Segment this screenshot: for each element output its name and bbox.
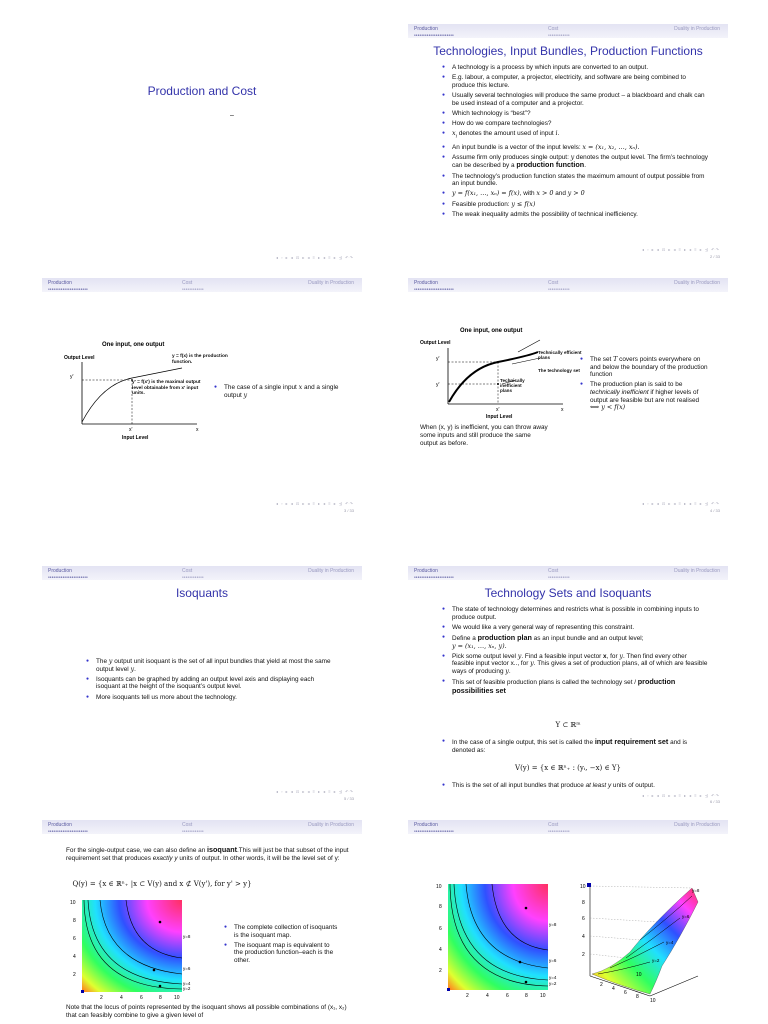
floor-axis bbox=[650, 976, 698, 996]
slide-header bbox=[408, 278, 728, 292]
annotation-maximal-output: y' = f(x') is the maximal output level obtainable from x' input units. bbox=[132, 380, 201, 397]
isoquant-label: y=8 bbox=[549, 922, 557, 927]
bullet-text: covers points everywhere on and below the boundary of the production function bbox=[590, 356, 708, 379]
bullet-item: ● Which technology is “best”? bbox=[440, 110, 710, 118]
bullet-item: ● E.g. labour, a computer, a projector, electricity, and software are being combined to produce this lecture. bbox=[440, 74, 710, 89]
bullet-item bbox=[578, 381, 708, 411]
bullet-text: In the case of a single output, this set is called the bbox=[452, 739, 595, 746]
bullet-text: and bbox=[553, 190, 568, 198]
isoquant-definition bbox=[66, 846, 356, 863]
bullet-text: The set bbox=[590, 356, 614, 363]
header-section-duality[interactable]: Duality in Production bbox=[308, 280, 354, 286]
header-section-cost[interactable]: Cost bbox=[548, 280, 559, 286]
bullet-list bbox=[84, 658, 334, 704]
bullet-text: denotes the output level. The firm’s technology can be described by a bbox=[452, 153, 708, 170]
header-section-cost[interactable]: Cost bbox=[182, 280, 193, 286]
bullet-text: The production plan is said to be bbox=[590, 381, 683, 389]
x-prime-label: x' bbox=[129, 427, 133, 433]
y-tick: 10 bbox=[436, 884, 442, 890]
header-section-duality[interactable]: Duality in Production bbox=[308, 568, 354, 574]
bullet-item bbox=[440, 738, 710, 754]
term-isoquant: isoquant bbox=[207, 845, 237, 854]
bullet-text: . Then find every other feasible input vector x.., for bbox=[452, 652, 687, 668]
isoquant-label: y=2 bbox=[549, 981, 557, 986]
slide-technology-sets-isoquants bbox=[408, 566, 728, 806]
bullet-text: Pick some output level bbox=[452, 652, 518, 660]
corner-marker bbox=[587, 883, 591, 887]
slide-title: Technologies, Input Bundles, Production Functions bbox=[433, 44, 703, 58]
header-progress-dots[interactable]: ●●●●●●●●●●●●●●●●●●●●●● bbox=[48, 575, 88, 579]
math-var: x bbox=[298, 383, 303, 391]
annotation-production-function: y = f(x) is the production function. bbox=[172, 354, 228, 365]
bullet-item: ● A technology is a process by which inputs are converted to an output. bbox=[440, 64, 710, 72]
bullet-item bbox=[212, 384, 342, 399]
point-marker bbox=[525, 981, 528, 984]
author-dash: – bbox=[230, 112, 234, 119]
z-tick: 10 bbox=[580, 884, 586, 890]
bullet-text: The bbox=[96, 658, 109, 665]
header-progress-dots[interactable]: ●●●●●●●●●●●● bbox=[182, 575, 204, 579]
slide-title: Isoquants bbox=[175, 586, 229, 600]
header-section-production[interactable]: Production bbox=[48, 280, 72, 286]
bullet-text: . bbox=[557, 130, 560, 138]
math-var: x bbox=[603, 652, 607, 660]
point-marker bbox=[519, 961, 522, 964]
point-marker bbox=[497, 361, 499, 363]
production-surface-3d bbox=[580, 878, 710, 1004]
header-section-production[interactable]: Production bbox=[414, 26, 438, 32]
bullet-list bbox=[440, 738, 710, 757]
bullet-list bbox=[440, 782, 710, 792]
y-tick: 6 bbox=[73, 936, 76, 942]
y-tick: 2 bbox=[439, 968, 442, 974]
surface-mesh bbox=[592, 888, 698, 994]
floor-tick: 10 bbox=[650, 998, 656, 1004]
beamer-nav-icons[interactable]: ◂ ▫ ▸ ◂ ⊡ ▸ ◂ ≡ ▸ ◂ ≡ ▸ ⊴ ↶↷ bbox=[275, 255, 354, 260]
header-section-cost[interactable]: Cost bbox=[548, 822, 559, 828]
bullet-item: ● The technology’s production function states the maximum amount of output possible from an input bundle. bbox=[440, 173, 710, 188]
header-progress-dots[interactable]: ●●●●●●●●●●●● bbox=[182, 829, 204, 833]
slide-production-and-cost bbox=[42, 24, 362, 264]
x-tick: 2 bbox=[466, 993, 469, 999]
bullet-item: ● How do we compare technologies? bbox=[440, 120, 710, 128]
header-progress-dots[interactable]: ●●●●●●●●●●●● bbox=[548, 287, 570, 291]
math-var: y bbox=[619, 651, 624, 660]
y-tick: 8 bbox=[439, 904, 442, 910]
surface-label: y=8 bbox=[692, 888, 700, 893]
floor-tick: 6 bbox=[624, 990, 627, 996]
isoquant-note: Note that the locus of points represented by the isoquant shows all possible combinations of (x₁, x₂) that can feasibly combine to give a given level of bbox=[66, 1004, 347, 1019]
bullet-item bbox=[440, 201, 710, 209]
header-section-duality[interactable]: Duality in Production bbox=[674, 26, 720, 32]
isoquant-map-heatmap bbox=[66, 896, 196, 1002]
y-tick: 6 bbox=[439, 926, 442, 932]
bullet-item: ● The state of technology determines and restricts what is possible in combining inputs to produce output. bbox=[440, 606, 710, 621]
floor-tick: 10 bbox=[636, 972, 642, 978]
efficient-frontier bbox=[449, 352, 538, 402]
point-marker bbox=[159, 921, 162, 924]
y-prime-label: y' bbox=[70, 374, 74, 380]
header-section-duality[interactable]: Duality in Production bbox=[674, 568, 720, 574]
math-var: y bbox=[530, 659, 534, 668]
x-end-label: x bbox=[561, 407, 564, 413]
math-var: y bbox=[505, 666, 509, 675]
arrow-efficient bbox=[518, 340, 540, 352]
math-expr: x = (x₁, x₂, …, xₙ). bbox=[582, 142, 640, 151]
header-progress-dots[interactable]: ●●●●●●●●●●●● bbox=[548, 575, 570, 579]
math-var: T bbox=[613, 355, 618, 363]
point-marker bbox=[497, 383, 499, 385]
bullet-text: . bbox=[584, 162, 586, 170]
bullet-item: ● More isoquants tell us more about the technology. bbox=[84, 694, 334, 702]
beamer-nav-icons[interactable]: ◂ ▫ ▸ ◂ ⊡ ▸ ◂ ≡ ▸ ◂ ≡ ▸ ⊴ ↶↷ bbox=[641, 501, 720, 506]
bullet-item bbox=[440, 678, 710, 695]
bullet-text: This is the set of all input bundles that produce bbox=[452, 782, 586, 789]
page-number: 2 / 33 bbox=[709, 254, 720, 259]
graph-title: One input, one output bbox=[102, 342, 165, 348]
origin-marker bbox=[81, 990, 84, 993]
y-axis-label: Output Level bbox=[420, 340, 451, 346]
bullet-item bbox=[440, 782, 710, 790]
math-var: y bbox=[243, 390, 248, 399]
bullet-text: This set of feasible production plans is called the technology set / bbox=[452, 679, 638, 687]
x-tick: 6 bbox=[140, 995, 143, 1001]
bullet-item bbox=[578, 356, 708, 379]
para-text: For the single-output case, we can also define an bbox=[66, 847, 208, 854]
floor-tick: 2 bbox=[600, 982, 603, 988]
math-expr: x > 0 bbox=[536, 189, 554, 198]
bullet-list bbox=[440, 606, 710, 698]
bullet-item bbox=[440, 190, 710, 198]
bullet-list bbox=[440, 64, 710, 221]
beamer-nav-icons[interactable]: ◂ ▫ ▸ ◂ ⊡ ▸ ◂ ≡ ▸ ◂ ≡ ▸ ⊴ ↶↷ bbox=[275, 501, 354, 506]
term-production-possibilities-set: production possibilities set bbox=[452, 677, 676, 695]
math-expr: y = f(x₁, …, xₙ) = f(x) bbox=[452, 189, 520, 198]
bullet-item: ● The weak inequality admits the possibility of technical inefficiency. bbox=[440, 211, 710, 219]
bullet-text: units of output. bbox=[611, 782, 655, 789]
bullet-item: ● Usually several technologies will produce the same product – a blackboard and chalk can be used instead of a computer and a projector. bbox=[440, 92, 710, 107]
emph-text: technically inefficient bbox=[590, 388, 649, 396]
header-progress-dots[interactable]: ●●●●●●●●●●●● bbox=[548, 829, 570, 833]
guide-line bbox=[590, 918, 658, 922]
isoquant-label: y=8 bbox=[183, 934, 191, 939]
bullet-item bbox=[84, 658, 334, 673]
bullet-item: ● Isoquants can be graphed by adding an output level axis and displaying each isoquant at the height of the isoquant’s output level. bbox=[84, 676, 334, 691]
math-var: y bbox=[517, 651, 522, 660]
y-low-label: y' bbox=[436, 382, 440, 388]
bullet-text: Feasible production: bbox=[452, 200, 512, 208]
origin-marker bbox=[447, 988, 450, 991]
header-progress-dots[interactable]: ●●●●●●●●●●●●●●●●●●●●●● bbox=[414, 829, 454, 833]
bullet-text: and a single output bbox=[224, 384, 339, 399]
isoquant-label: y=2 bbox=[183, 986, 191, 991]
z-tick: 4 bbox=[582, 934, 585, 940]
slide-header bbox=[408, 820, 728, 834]
beamer-nav-icons[interactable]: ◂ ▫ ▸ ◂ ⊡ ▸ ◂ ≡ ▸ ◂ ≡ ▸ ⊴ ↶↷ bbox=[641, 247, 720, 252]
guide-line bbox=[590, 936, 640, 940]
header-progress-dots[interactable]: ●●●●●●●●●●●● bbox=[548, 33, 570, 37]
x-axis-label: Input Level bbox=[122, 435, 149, 441]
annotation-inefficient: Technically inefficient plans bbox=[500, 378, 525, 394]
y-tick: 4 bbox=[73, 954, 76, 960]
floor-tick: 8 bbox=[636, 994, 639, 1000]
isoquant-label: y=4 bbox=[183, 981, 191, 986]
math-var: i bbox=[555, 129, 558, 138]
header-section-production[interactable]: Production bbox=[48, 568, 72, 574]
bullet-item: ● Pick some output level y. Find a feasible input vector x, for y. Then find every other feasible input vector x.., for y. This gives a set of production plans, all of which are feasible ways of producing y. bbox=[440, 653, 710, 676]
slide-header bbox=[42, 820, 362, 834]
x-tick: 10 bbox=[174, 995, 180, 1001]
bullet-text: output unit isoquant is the set of all input bundles that yield at most the same output level bbox=[96, 658, 331, 673]
para-text: .This will just be that subset of the input requirement set that produces bbox=[66, 847, 349, 862]
bullet-item bbox=[440, 144, 710, 152]
x-end-label: x bbox=[196, 427, 199, 433]
math-var: y bbox=[130, 664, 135, 673]
header-section-cost[interactable]: Cost bbox=[548, 568, 559, 574]
beamer-nav-icons[interactable]: ◂ ▫ ▸ ◂ ⊡ ▸ ◂ ≡ ▸ ◂ ≡ ▸ ⊴ ↶↷ bbox=[641, 793, 720, 798]
math-sub: i bbox=[455, 134, 458, 140]
bullet-text: and is denoted as: bbox=[452, 739, 688, 754]
bullet-item: ● The complete collection of isoquants is the isoquant map. bbox=[222, 924, 340, 939]
bullet-text: , for bbox=[606, 652, 620, 660]
surface-label: y=4 bbox=[666, 940, 674, 945]
slide-one-input-one-output bbox=[42, 278, 362, 518]
page-number: 4 / 33 bbox=[709, 508, 720, 513]
bullet-item bbox=[440, 154, 710, 170]
term-production-plan: production plan bbox=[477, 632, 532, 642]
y-tick: 10 bbox=[70, 900, 76, 906]
z-tick: 6 bbox=[582, 916, 585, 922]
math-expr: y ≤ f(x) bbox=[511, 199, 536, 208]
beamer-nav-icons[interactable]: ◂ ▫ ▸ ◂ ⊡ ▸ ◂ ≡ ▸ ◂ ≡ ▸ ⊴ ↶↷ bbox=[275, 789, 354, 794]
slide-header bbox=[42, 566, 362, 580]
bullet-text: Assume firm only produces single output: bbox=[452, 153, 571, 161]
annotation-efficient: Technically efficient plans bbox=[538, 350, 582, 361]
math-var: x bbox=[452, 129, 456, 138]
slide-technology-set bbox=[408, 278, 728, 518]
bullet-text: Define a bbox=[452, 634, 478, 642]
heatmap-surface bbox=[448, 884, 548, 990]
x-tick: 6 bbox=[506, 993, 509, 999]
surface-label: y=6 bbox=[682, 914, 690, 919]
header-section-cost[interactable]: Cost bbox=[548, 26, 559, 32]
bullet-text: denotes the amount used of input bbox=[457, 130, 556, 138]
caption-inefficient: When (x, y) is inefficient, you can throw away some inputs and still produce the same output as before. bbox=[420, 424, 548, 447]
isoquant-label: y=6 bbox=[549, 958, 557, 963]
math-expr: y = (x₁, …, xₙ, y). bbox=[452, 641, 507, 650]
point-marker bbox=[153, 969, 156, 972]
para-text: units of output. In other words, it will be the level set of y: bbox=[177, 855, 340, 862]
y-tick: 8 bbox=[73, 918, 76, 924]
equation-technology-set: Y ⊂ ℝᵐ bbox=[555, 721, 581, 729]
bullet-text: An input bundle is a vector of the input levels: bbox=[452, 143, 583, 151]
term-input-requirement-set: input requirement set bbox=[594, 737, 669, 746]
bullet-list bbox=[222, 924, 340, 967]
point-marker bbox=[525, 907, 528, 910]
bullet-text: . bbox=[134, 665, 136, 673]
slide-header bbox=[42, 278, 362, 292]
bullet-item bbox=[440, 634, 710, 650]
math-var: y bbox=[570, 152, 575, 161]
math-expr: ⟺ y < f(x) bbox=[590, 403, 626, 412]
slide-isoquants bbox=[42, 566, 362, 806]
isoquant-map-heatmap bbox=[432, 878, 562, 1000]
header-progress-dots[interactable]: ●●●●●●●●●●●●●●●●●●●●●● bbox=[414, 575, 454, 579]
header-progress-dots[interactable]: ●●●●●●●●●●●●●●●●●●●●●● bbox=[414, 33, 454, 37]
z-tick: 2 bbox=[582, 952, 585, 958]
x-tick: 4 bbox=[486, 993, 489, 999]
header-section-duality[interactable]: Duality in Production bbox=[308, 822, 354, 828]
header-section-cost[interactable]: Cost bbox=[182, 822, 193, 828]
bullet-text: , with bbox=[519, 190, 537, 198]
guide-line bbox=[590, 954, 626, 958]
emph-text: at least y bbox=[585, 782, 612, 789]
slide-header bbox=[408, 566, 728, 580]
annotation-technology-set: The technology set bbox=[538, 368, 580, 373]
isoquant-label: y=4 bbox=[549, 975, 557, 980]
graph-title: One input, one output bbox=[460, 328, 523, 334]
x-tick: 10 bbox=[540, 993, 546, 999]
y-axis-label: Output Level bbox=[64, 355, 95, 361]
math-var: y bbox=[108, 657, 113, 665]
y-tick: 4 bbox=[439, 947, 442, 953]
bullet-text: as an input bundle and an output level; bbox=[531, 634, 644, 642]
slide-title: Production and Cost bbox=[147, 84, 257, 98]
header-section-duality[interactable]: Duality in Production bbox=[674, 280, 720, 286]
bullet-item bbox=[440, 130, 710, 141]
header-section-production[interactable]: Production bbox=[414, 822, 438, 828]
x-prime-label: x' bbox=[496, 407, 500, 413]
floor-tick: 4 bbox=[612, 986, 615, 992]
header-progress-dots[interactable]: ●●●●●●●●●●●●●●●●●●●●●● bbox=[48, 829, 88, 833]
slide-isoquant-definition bbox=[42, 820, 362, 1024]
bullet-text: if higher levels of output are feasible but are not realised bbox=[590, 388, 700, 404]
page-number: 5 / 33 bbox=[343, 796, 354, 801]
page-number: 3 / 33 bbox=[343, 508, 354, 513]
header-section-production[interactable]: Production bbox=[48, 822, 72, 828]
x-tick: 2 bbox=[100, 995, 103, 1001]
term-production-function: production function bbox=[516, 160, 585, 170]
header-section-cost[interactable]: Cost bbox=[182, 568, 193, 574]
bullet-item: ● We would like a very general way of representing this constraint. bbox=[440, 624, 710, 632]
z-tick: 8 bbox=[582, 900, 585, 906]
header-progress-dots[interactable]: ●●●●●●●●●●●● bbox=[182, 287, 204, 291]
math-expr: y > 0 bbox=[567, 189, 585, 198]
guide-line bbox=[590, 886, 692, 888]
point-marker bbox=[159, 985, 162, 988]
bullet-text: The case of a single input bbox=[224, 384, 299, 391]
slide-title: Technology Sets and Isoquants bbox=[484, 586, 652, 600]
header-section-duality[interactable]: Duality in Production bbox=[674, 822, 720, 828]
heatmap-surface bbox=[82, 900, 182, 992]
header-progress-dots[interactable]: ●●●●●●●●●●●●●●●●●●●●●● bbox=[48, 287, 88, 291]
y-prime-label: y' bbox=[436, 356, 440, 362]
emph-text: exactly y bbox=[152, 855, 178, 862]
bullet-item: ● The isoquant map is equivalent to the production function–each is the other. bbox=[222, 942, 340, 965]
x-axis-label: Input Level bbox=[486, 414, 513, 420]
surface-label: y=2 bbox=[652, 958, 660, 963]
header-section-production[interactable]: Production bbox=[414, 568, 438, 574]
isoquant-label: y=6 bbox=[183, 966, 191, 971]
x-tick: 8 bbox=[159, 995, 162, 1001]
header-section-production[interactable]: Production bbox=[414, 280, 438, 286]
slide-header bbox=[408, 24, 728, 38]
y-tick: 2 bbox=[73, 972, 76, 978]
bullet-list bbox=[578, 356, 708, 414]
slide-isoquant-map-3d bbox=[408, 820, 728, 1024]
bullet-text: . This gives a set of production plans, all of which are feasible ways of producing bbox=[452, 660, 708, 675]
bullet-list bbox=[212, 384, 342, 402]
header-progress-dots[interactable]: ●●●●●●●●●●●●●●●●●●●●●● bbox=[414, 287, 454, 291]
slide-technologies bbox=[408, 24, 728, 264]
page-number: 6 / 33 bbox=[709, 799, 720, 804]
equation-isoquant: Q(y) = {x ∈ ℝⁿ₊ |x ⊂ V(y) and x ⊄ V(y'), for y' > y} bbox=[72, 880, 252, 888]
x-tick: 8 bbox=[525, 993, 528, 999]
bullet-text: . Find a feasible input vector bbox=[521, 652, 604, 660]
equation-input-requirement: V(y) = {x ∈ ℝⁿ₊ : (yᵢ, −x) ∈ Y} bbox=[515, 764, 621, 772]
x-tick: 4 bbox=[120, 995, 123, 1001]
